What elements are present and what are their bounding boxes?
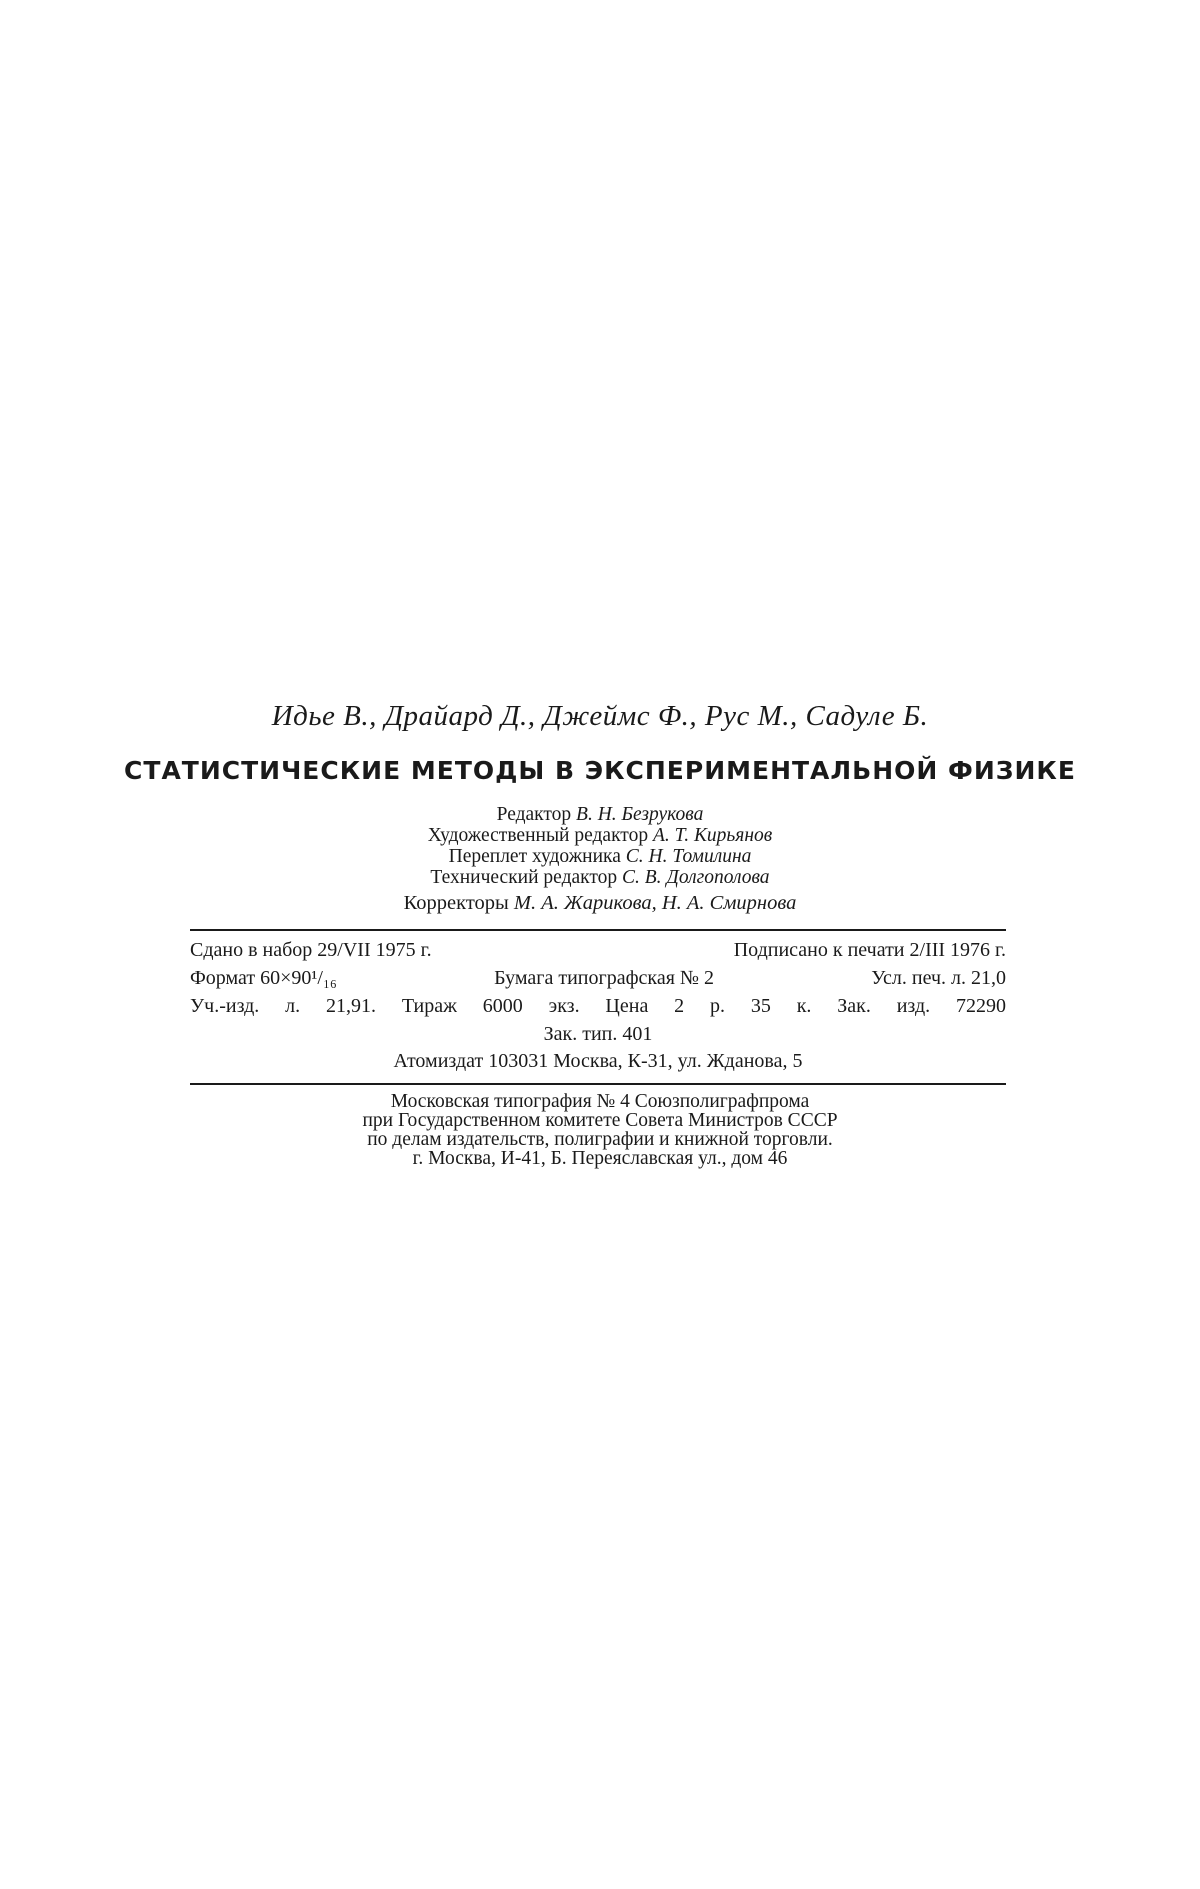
divider-top [190, 929, 1006, 931]
order-number: Зак. тип. 401 [543, 1023, 653, 1045]
editor-credit [0, 804, 1200, 825]
signed-date: Подписано к печати 2/III 1976 г. [733, 939, 1006, 961]
imprint-publishing-row [190, 995, 1006, 1018]
imprint-dates-row [190, 939, 1006, 962]
publishing-details: Уч.-изд. л. 21,91. Тираж 6000 экз. Цена 2 р. 35 к. Зак. изд. 72290 [190, 995, 1006, 1017]
tech-editor-credit [0, 867, 1200, 888]
tech-editor-role: Технический редактор [430, 867, 623, 888]
print-sheets: Усл. печ. л. 21,0 [871, 967, 1006, 989]
editor-role: Редактор [496, 804, 577, 825]
correctors-names: М. А. Жарикова, Н. А. Смирнова [513, 892, 797, 914]
format-spec: Формат 60×90¹/₁₆ [190, 967, 337, 989]
printer-line-1: Московская типография № 4 Союзполиграфпрома [390, 1091, 810, 1112]
correctors-role: Корректоры [403, 892, 514, 914]
cover-artist-credit [0, 846, 1200, 867]
printer-line-2: при Государственном комитете Совета Министров СССР [362, 1110, 838, 1131]
art-editor-credit [0, 825, 1200, 846]
imprint-format-row [190, 967, 1006, 990]
printer-line-4: г. Москва, И-41, Б. Переяславская ул., дом 46 [412, 1148, 788, 1169]
book-title: СТАТИСТИЧЕСКИЕ МЕТОДЫ В ЭКСПЕРИМЕНТАЛЬНОЙ ФИЗИКЕ [124, 756, 1076, 785]
authors-line: Идье В., Драйард Д., Джеймс Ф., Рус М., Садуле Б. [271, 700, 929, 732]
correctors-credit [0, 893, 1200, 914]
cover-artist-name: С. Н. Томилина [625, 846, 752, 867]
printer-info [0, 1092, 1200, 1168]
tech-editor-name: С. В. Долгополова [622, 867, 770, 888]
editor-name: В. Н. Безрукова [576, 804, 704, 825]
cover-artist-role: Переплет художника [448, 846, 626, 867]
art-editor-role: Художественный редактор [427, 825, 653, 846]
printer-line-3: по делам издательств, полиграфии и книжной торговли. [367, 1129, 833, 1150]
editorial-credits [0, 804, 1200, 914]
divider-bottom [190, 1083, 1006, 1085]
publisher-address: Атомиздат 103031 Москва, К-31, ул. Жданова, 5 [393, 1050, 803, 1072]
paper-spec: Бумага типографская № 2 [494, 967, 714, 989]
typeset-date: Сдано в набор 29/VII 1975 г. [190, 939, 432, 961]
art-editor-name: А. Т. Кирьянов [652, 825, 773, 846]
